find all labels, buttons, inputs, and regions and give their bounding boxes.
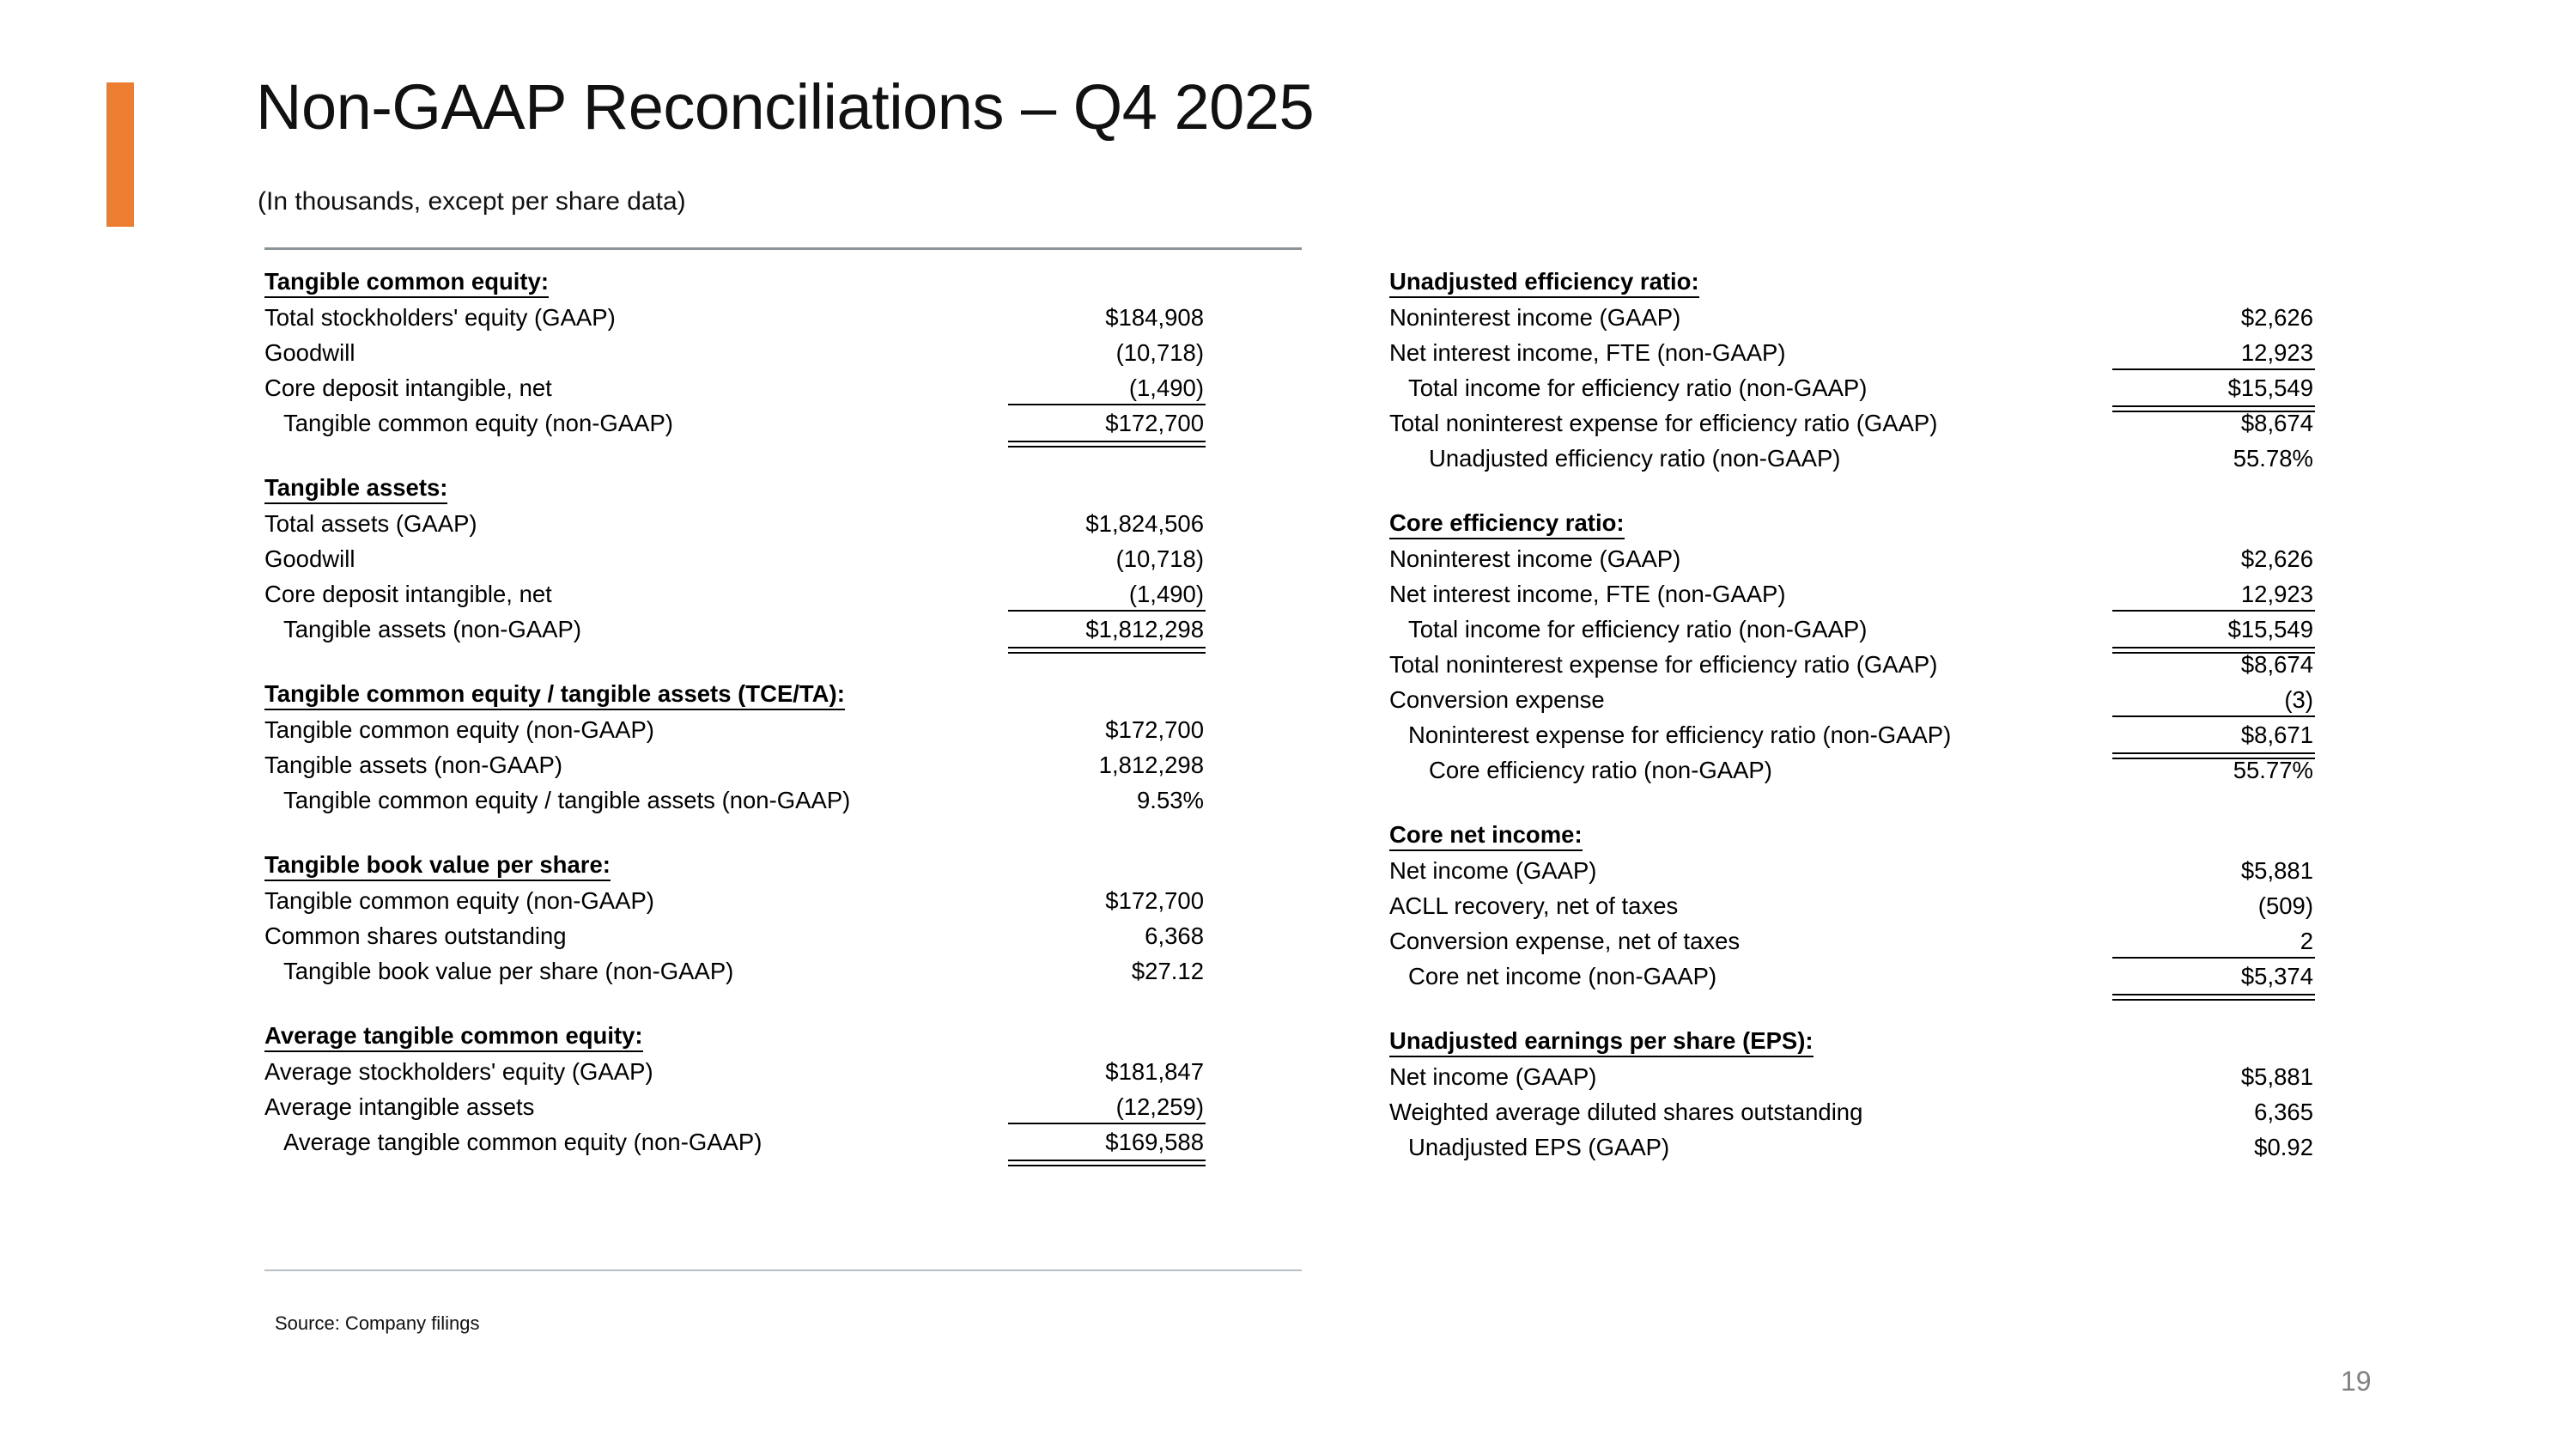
row-value-cell (1008, 581, 1206, 608)
table-row (1389, 963, 2315, 998)
row-label: Total noninterest expense for efficiency ratio (GAAP) (1389, 410, 1938, 436)
table-row (264, 922, 1206, 958)
row-value: $5,374 (2240, 963, 2313, 989)
row-value-cell (1008, 545, 1206, 573)
row-value: 12,923 (2240, 339, 2313, 366)
row-value: 6,368 (1145, 922, 1204, 949)
left-column (264, 268, 1206, 1164)
row-value: 55.77% (2233, 757, 2313, 783)
row-label: Total assets (GAAP) (264, 510, 477, 537)
row-label: Tangible common equity (non-GAAP) (264, 887, 654, 914)
row-value: 12,923 (2240, 581, 2313, 607)
row-value-cell (1008, 1129, 1206, 1156)
row-value-cell (2112, 651, 2315, 679)
row-label: Goodwill (264, 339, 355, 366)
table-row (264, 510, 1206, 545)
row-value: $184,908 (1105, 304, 1204, 331)
row-value-cell (1008, 752, 1206, 779)
section-heading: Unadjusted efficiency ratio: (1389, 268, 1699, 298)
row-value: (3) (2284, 686, 2313, 713)
row-value-cell (1008, 410, 1206, 437)
row-value: (10,718) (1115, 545, 1204, 572)
table-row (1389, 721, 2315, 757)
row-value-cell (1008, 1058, 1206, 1086)
row-label: ACLL recovery, net of taxes (1389, 892, 1679, 919)
table-row (264, 958, 1206, 993)
row-value-cell (2112, 757, 2315, 784)
reconciliation-section (1389, 821, 2315, 998)
row-label: Net interest income, FTE (non-GAAP) (1389, 339, 1786, 366)
row-label: Net income (GAAP) (1389, 1063, 1597, 1090)
reconciliation-section (264, 680, 1206, 822)
row-value-cell (1008, 510, 1206, 538)
table-row (1389, 651, 2315, 686)
row-value-cell (2112, 339, 2315, 367)
row-value: $2,626 (2240, 304, 2313, 331)
row-value-cell (2112, 616, 2315, 643)
row-value: 55.78% (2233, 445, 2313, 472)
row-value-cell (2112, 963, 2315, 990)
row-label: Tangible book value per share (non-GAAP) (283, 958, 734, 984)
row-value: $5,881 (2240, 857, 2313, 884)
row-value-cell (2112, 721, 2315, 749)
section-heading: Tangible common equity: (264, 268, 549, 298)
row-value-cell (1008, 958, 1206, 985)
right-column (1389, 268, 2315, 1169)
reconciliation-section (264, 268, 1206, 445)
reconciliation-section (264, 474, 1206, 651)
table-row (264, 339, 1206, 374)
row-value-cell (2112, 545, 2315, 573)
row-label: Conversion expense, net of taxes (1389, 928, 1741, 954)
row-value-cell (2112, 857, 2315, 885)
row-label: Total noninterest expense for efficiency ratio (GAAP) (1389, 651, 1938, 678)
row-value: (1,490) (1128, 581, 1204, 607)
table-row (1389, 857, 2315, 892)
row-value-cell (1008, 339, 1206, 367)
table-row (264, 887, 1206, 922)
row-label: Net income (GAAP) (1389, 857, 1597, 884)
row-value-cell (2112, 304, 2315, 332)
table-row (1389, 374, 2315, 410)
row-value: $169,588 (1105, 1129, 1204, 1155)
table-row (1389, 1134, 2315, 1169)
row-value: $5,881 (2240, 1063, 2313, 1090)
table-row (264, 616, 1206, 651)
table-row (1389, 892, 2315, 928)
row-label: Unadjusted efficiency ratio (non-GAAP) (1429, 445, 1841, 472)
reconciliation-section (1389, 268, 2315, 480)
reconciliation-section (1389, 509, 2315, 792)
row-value: $8,674 (2240, 651, 2313, 678)
row-label: Weighted average diluted shares outstanding (1389, 1099, 1863, 1125)
row-value: $15,549 (2227, 616, 2313, 642)
row-value-cell (2112, 686, 2315, 714)
table-row (264, 545, 1206, 581)
row-value-cell (1008, 374, 1206, 402)
reconciliation-section (264, 1022, 1206, 1164)
row-value-cell (2112, 892, 2315, 920)
table-row (264, 1058, 1206, 1093)
row-value-cell (2112, 374, 2315, 402)
row-label: Noninterest income (GAAP) (1389, 545, 1681, 572)
table-row (1389, 545, 2315, 581)
table-row (1389, 616, 2315, 651)
row-value: $2,626 (2240, 545, 2313, 572)
table-row (264, 787, 1206, 822)
table-row (264, 752, 1206, 787)
section-heading: Tangible assets: (264, 474, 447, 504)
row-value: (509) (2257, 892, 2313, 919)
row-value-cell (1008, 716, 1206, 744)
reconciliation-section (1389, 1027, 2315, 1169)
section-heading: Unadjusted earnings per share (EPS): (1389, 1027, 1814, 1057)
row-value: (10,718) (1115, 339, 1204, 366)
row-label: Total income for efficiency ratio (non-GAAP) (1408, 616, 1868, 642)
row-label: Goodwill (264, 545, 355, 572)
source-note: Source: Company filings (275, 1312, 480, 1334)
row-value: $181,847 (1105, 1058, 1204, 1085)
table-row (264, 410, 1206, 445)
row-label: Total income for efficiency ratio (non-GAAP) (1408, 374, 1868, 401)
row-value: 9.53% (1137, 787, 1204, 813)
table-row (1389, 445, 2315, 480)
row-label: Noninterest income (GAAP) (1389, 304, 1681, 331)
row-value-cell (2112, 410, 2315, 437)
row-value-cell (1008, 616, 1206, 643)
row-value-cell (1008, 304, 1206, 332)
row-label: Core deposit intangible, net (264, 374, 552, 401)
row-label: Tangible assets (non-GAAP) (264, 752, 562, 778)
page-number: 19 (2341, 1366, 2372, 1397)
row-value: (1,490) (1128, 374, 1204, 401)
row-label: Average intangible assets (264, 1093, 535, 1120)
row-value: (12,259) (1115, 1093, 1204, 1120)
row-value: $15,549 (2227, 374, 2313, 401)
table-row (264, 1129, 1206, 1164)
section-heading: Tangible book value per share: (264, 851, 611, 881)
row-value-cell (2112, 1063, 2315, 1091)
table-row (1389, 304, 2315, 339)
table-row (1389, 410, 2315, 445)
table-row (1389, 1063, 2315, 1099)
table-row (264, 716, 1206, 752)
row-value: $27.12 (1131, 958, 1204, 984)
row-value: $1,812,298 (1085, 616, 1204, 642)
row-value-cell (2112, 1099, 2315, 1126)
row-value: $0.92 (2254, 1134, 2313, 1160)
row-value-cell (1008, 1093, 1206, 1121)
row-label: Total stockholders' equity (GAAP) (264, 304, 616, 331)
row-value-cell (1008, 887, 1206, 915)
section-heading: Core efficiency ratio: (1389, 509, 1625, 539)
row-label: Core efficiency ratio (non-GAAP) (1429, 757, 1772, 783)
row-label: Average tangible common equity (non-GAAP) (283, 1129, 762, 1155)
section-heading: Average tangible common equity: (264, 1022, 643, 1052)
row-label: Tangible common equity / tangible assets (non-GAAP) (283, 787, 851, 813)
row-label: Core net income (non-GAAP) (1408, 963, 1717, 989)
row-label: Tangible common equity (non-GAAP) (283, 410, 673, 436)
row-label: Common shares outstanding (264, 922, 567, 949)
row-label: Core deposit intangible, net (264, 581, 552, 607)
row-value: $172,700 (1105, 716, 1204, 743)
row-value: 2 (2300, 928, 2313, 954)
page-subtitle: (In thousands, except per share data) (258, 187, 686, 216)
row-label: Unadjusted EPS (GAAP) (1408, 1134, 1670, 1160)
table-row (1389, 1099, 2315, 1134)
row-label: Conversion expense (1389, 686, 1605, 713)
footer-divider (264, 1269, 1302, 1271)
row-value: $8,671 (2240, 721, 2313, 748)
row-label: Net interest income, FTE (non-GAAP) (1389, 581, 1786, 607)
row-value: 6,365 (2254, 1099, 2313, 1125)
section-heading: Core net income: (1389, 821, 1583, 851)
header-divider (264, 247, 1302, 250)
row-value: $172,700 (1105, 887, 1204, 914)
row-value: $1,824,506 (1085, 510, 1204, 537)
accent-bar (106, 82, 134, 227)
row-value: $172,700 (1105, 410, 1204, 436)
table-row (1389, 757, 2315, 792)
row-label: Average stockholders' equity (GAAP) (264, 1058, 653, 1085)
row-label: Tangible assets (non-GAAP) (283, 616, 581, 642)
page-title: Non-GAAP Reconciliations – Q4 2025 (256, 71, 1315, 143)
row-value: $8,674 (2240, 410, 2313, 436)
reconciliation-section (264, 851, 1206, 993)
row-label: Tangible common equity (non-GAAP) (264, 716, 654, 743)
row-value-cell (2112, 445, 2315, 472)
section-heading: Tangible common equity / tangible assets (TCE/TA): (264, 680, 845, 710)
table-row (264, 304, 1206, 339)
row-value-cell (2112, 581, 2315, 608)
row-value-cell (2112, 928, 2315, 955)
row-value-cell (2112, 1134, 2315, 1161)
row-value: 1,812,298 (1098, 752, 1204, 778)
row-value-cell (1008, 922, 1206, 950)
row-value-cell (1008, 787, 1206, 814)
row-label: Noninterest expense for efficiency ratio (non-GAAP) (1408, 721, 1952, 748)
